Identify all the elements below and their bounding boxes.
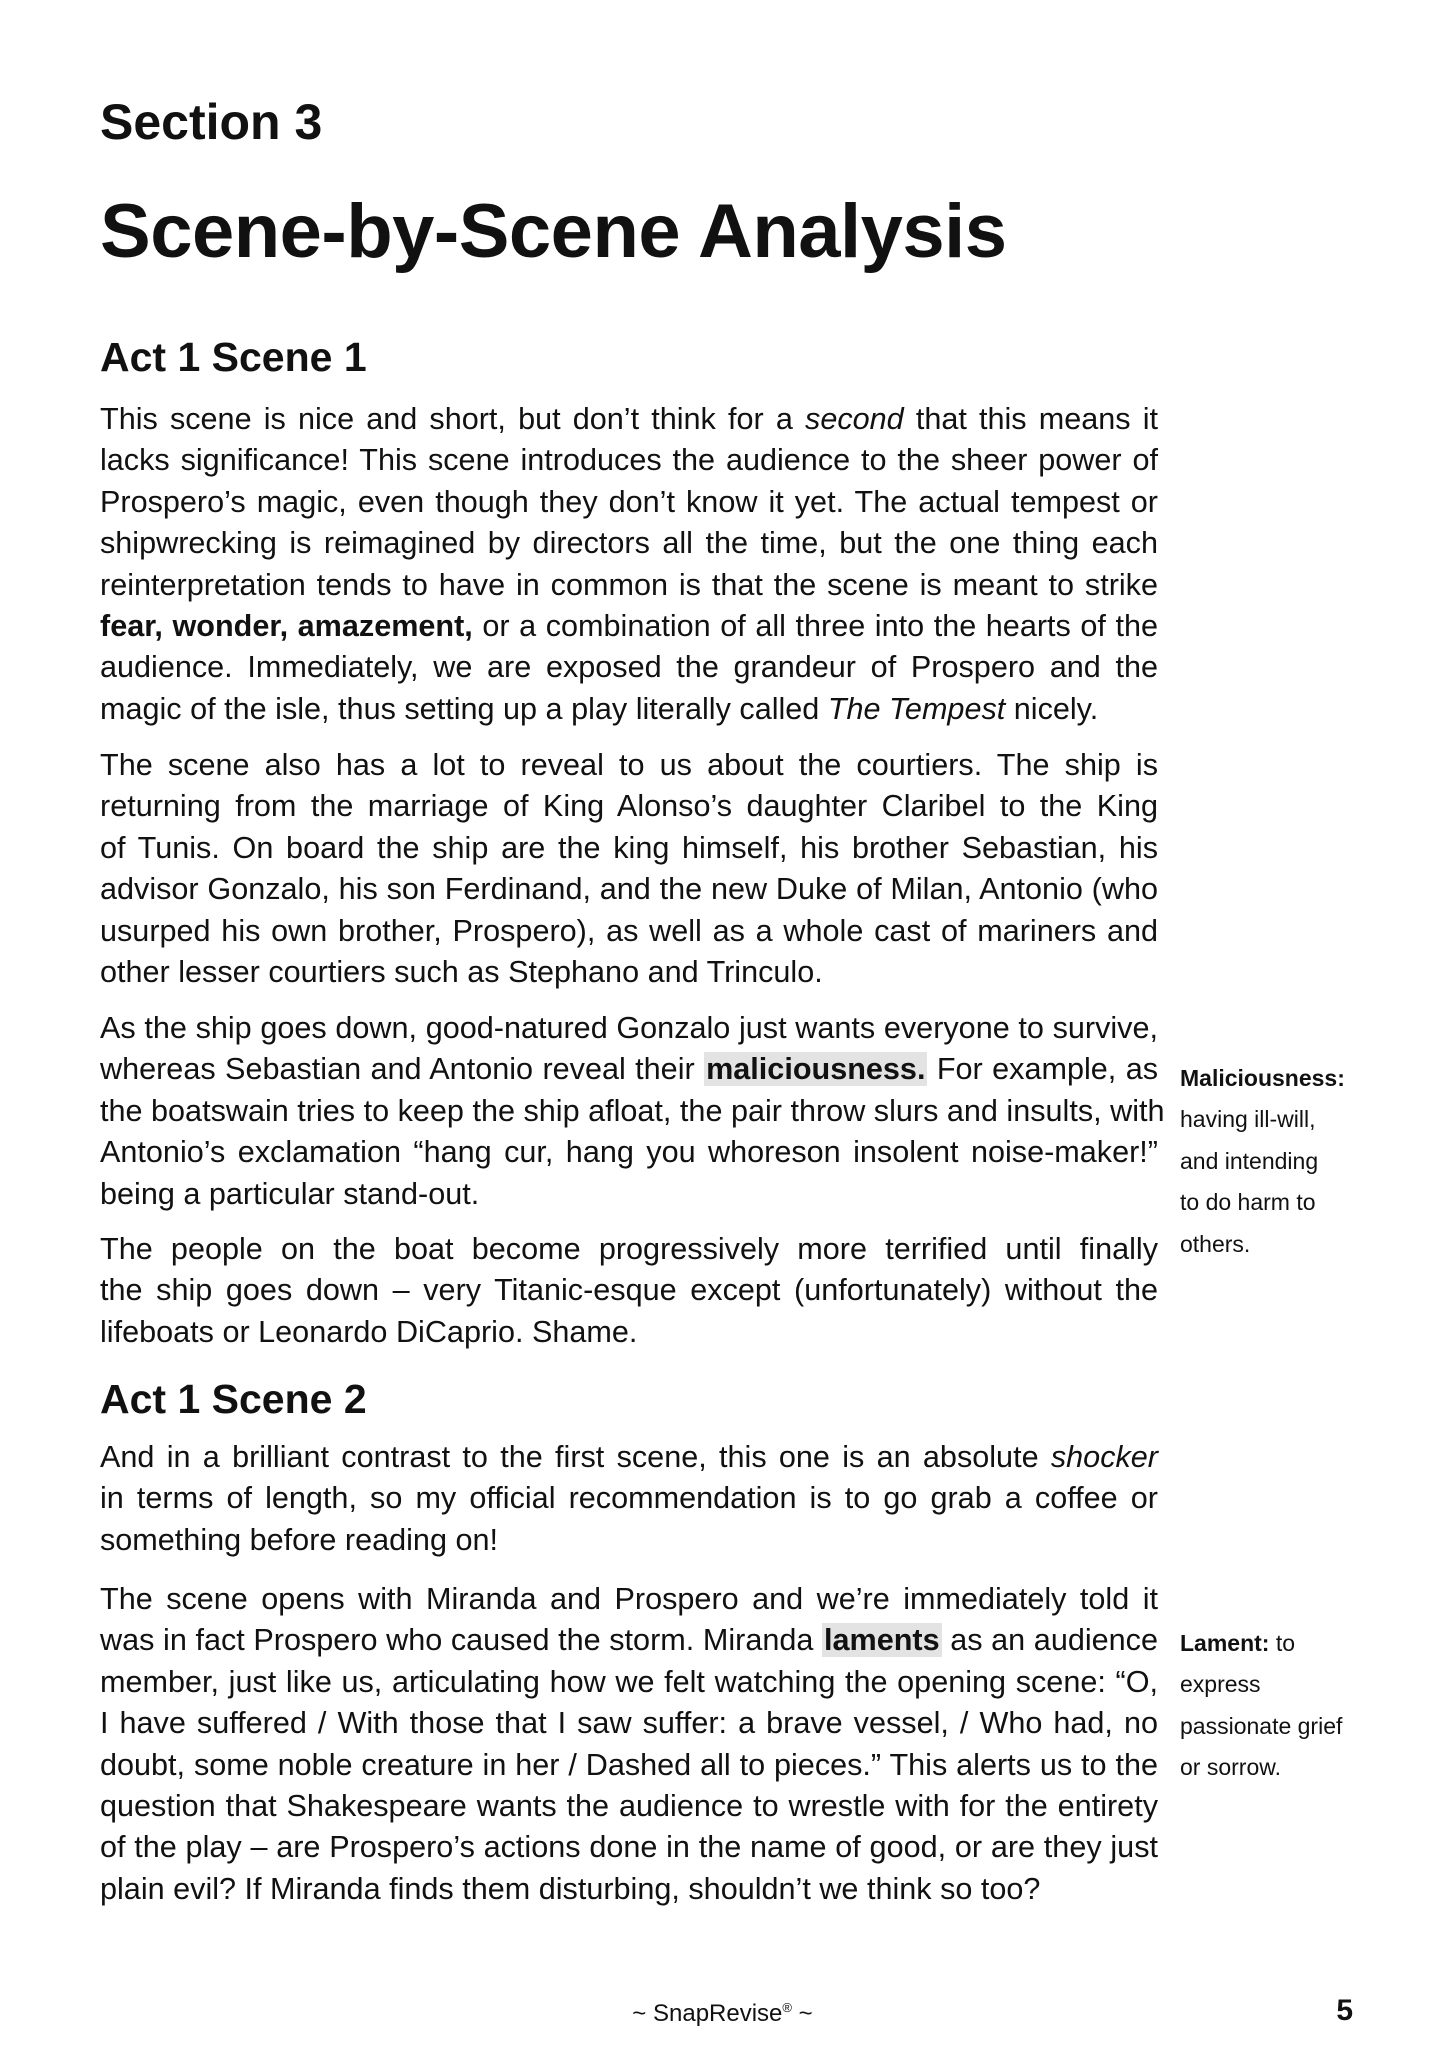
text-run: This scene is nice and short, but don’t think for a <box>100 402 806 436</box>
paragraph <box>100 1008 1165 1215</box>
highlighted-term: maliciousness. <box>706 1052 926 1087</box>
text-line: As the ship goes down, good-natured Gonzalo just wants everyone to survive, <box>100 1011 1158 1045</box>
text-line: advisor Gonzalo, his son Ferdinand, and the new Duke of Milan, Antonio (who <box>100 872 1158 907</box>
glossary-line: and intending <box>1180 1147 1319 1174</box>
highlighted-term: laments <box>824 1623 940 1658</box>
text-line: lifeboats or Leonardo DiCaprio. Shame. <box>100 1314 638 1349</box>
text-line: I have suffered / With those that I saw suffer: a brave vessel, / Who had, no <box>100 1706 1158 1741</box>
glossary-term-label: Lament: <box>1180 1630 1270 1656</box>
glossary-term <box>1180 1623 1380 1664</box>
text-line: member, just like us, articulating how we felt watching the opening scene: “O, <box>100 1664 1158 1699</box>
glossary-line: or sorrow. <box>1180 1754 1281 1781</box>
text-line: being a particular stand-out. <box>100 1176 480 1211</box>
glossary-line: to <box>1269 1630 1296 1656</box>
text-line <box>100 399 1158 440</box>
text-line: the ship goes down – very Titanic-esque except (unfortunately) without the <box>100 1273 1158 1308</box>
scene-heading-act1-scene1: Act 1 Scene 1 <box>100 334 367 380</box>
text-line: reinterpretation tends to have in common is that the scene is meant to strike <box>100 567 1158 602</box>
text-line: doubt, some noble creature in her / Dashed all to pieces.” This alerts us to the <box>100 1747 1158 1782</box>
text-run: was in fact Prospero who caused the storm. Miranda <box>100 1623 822 1658</box>
text-line <box>100 689 1158 730</box>
text-line: shipwrecking is reimagined by directors all the time, but the one thing each <box>100 526 1158 561</box>
text-line: returning from the marriage of King Alonso’s daughter Claribel to the King <box>100 789 1158 824</box>
glossary-note-lament <box>1180 1623 1380 1789</box>
text-line: other lesser courtiers such as Stephano and Trinculo. <box>100 954 823 989</box>
text-run: or a combination of all three into the hearts of the <box>472 608 1158 643</box>
glossary-line: others. <box>1180 1230 1251 1257</box>
paragraph <box>100 1229 1158 1353</box>
glossary-line: to do harm to <box>1180 1189 1316 1216</box>
text-line: in terms of length, so my official recommendation is to go grab a coffee or <box>100 1481 1158 1516</box>
text-line: audience. Immediately, we are exposed the grandeur of Prospero and the <box>100 650 1158 685</box>
scene-heading-act1-scene2: Act 1 Scene 2 <box>100 1376 367 1422</box>
registered-mark: ® <box>782 2000 792 2015</box>
text-run: as an audience <box>941 1623 1158 1658</box>
text-run: For example, as <box>927 1052 1159 1087</box>
paragraph <box>100 745 1158 993</box>
glossary-line: having ill-will, <box>1180 1106 1316 1133</box>
text-line: of Tunis. On board the ship are the king himself, his brother Sebastian, his <box>100 830 1158 865</box>
text-run: whereas Sebastian and Antonio reveal their <box>100 1052 705 1087</box>
text-line: the boatswain tries to keep the ship afloat, the pair throw slurs and insults, with <box>100 1093 1165 1128</box>
italic-text: The Tempest <box>827 691 1006 726</box>
page-number: 5 <box>1336 1994 1353 2027</box>
glossary-line: passionate grief <box>1180 1712 1343 1739</box>
text-run: nicely. <box>1005 691 1099 726</box>
text-line: Prospero’s magic, even though they don’t know it yet. The actual tempest or <box>100 484 1158 519</box>
text-line: The people on the boat become progressively more terrified until finally <box>100 1232 1158 1266</box>
paragraph <box>100 1437 1158 1561</box>
paragraph <box>100 399 1158 730</box>
text-line <box>100 1620 1158 1661</box>
text-line: of the play – are Prospero’s actions done in the name of good, or are they just <box>100 1830 1158 1865</box>
text-line: The scene also has a lot to reveal to us about the courtiers. The ship is <box>100 748 1158 782</box>
tilde-ornament: ~ <box>632 2000 647 2027</box>
text-line: The scene opens with Miranda and Prospero and we’re immediately told it <box>100 1582 1158 1616</box>
bold-text: fear, wonder, amazement, <box>100 608 473 643</box>
glossary-term <box>1180 1058 1380 1099</box>
section-label: Section 3 <box>100 94 323 150</box>
brand-name: SnapRevise <box>652 2000 783 2027</box>
text-run: that this means it <box>903 402 1159 436</box>
text-run: And in a brilliant contrast to the first scene, this one is an absolute <box>100 1440 1051 1474</box>
italic-text: shocker <box>1050 1440 1158 1474</box>
text-line <box>100 606 1158 647</box>
text-line <box>100 1437 1158 1478</box>
glossary-line: express <box>1180 1671 1261 1698</box>
text-line <box>100 1049 1158 1090</box>
footer-brand <box>0 2000 1445 2029</box>
italic-text: second <box>805 402 904 436</box>
paragraph <box>100 1579 1158 1910</box>
page-title: Scene-by-Scene Analysis <box>100 189 1007 274</box>
text-line: usurped his own brother, Prospero), as well as a whole cast of mariners and <box>100 913 1158 948</box>
glossary-note-maliciousness <box>1180 1058 1380 1265</box>
text-line: something before reading on! <box>100 1522 498 1557</box>
text-line: plain evil? If Miranda finds them disturbing, shouldn’t we think so too? <box>100 1871 1041 1906</box>
tilde-ornament: ~ <box>798 2000 813 2027</box>
text-line: lacks significance! This scene introduces the audience to the sheer power of <box>100 443 1158 478</box>
text-run: magic of the isle, thus setting up a play literally called <box>100 691 828 726</box>
text-line: question that Shakespeare wants the audience to wrestle with for the entirety <box>100 1788 1158 1823</box>
text-line: Antonio’s exclamation “hang cur, hang you whoreson insolent noise-maker!” <box>100 1135 1158 1170</box>
glossary-term-label: Maliciousness: <box>1180 1065 1345 1091</box>
